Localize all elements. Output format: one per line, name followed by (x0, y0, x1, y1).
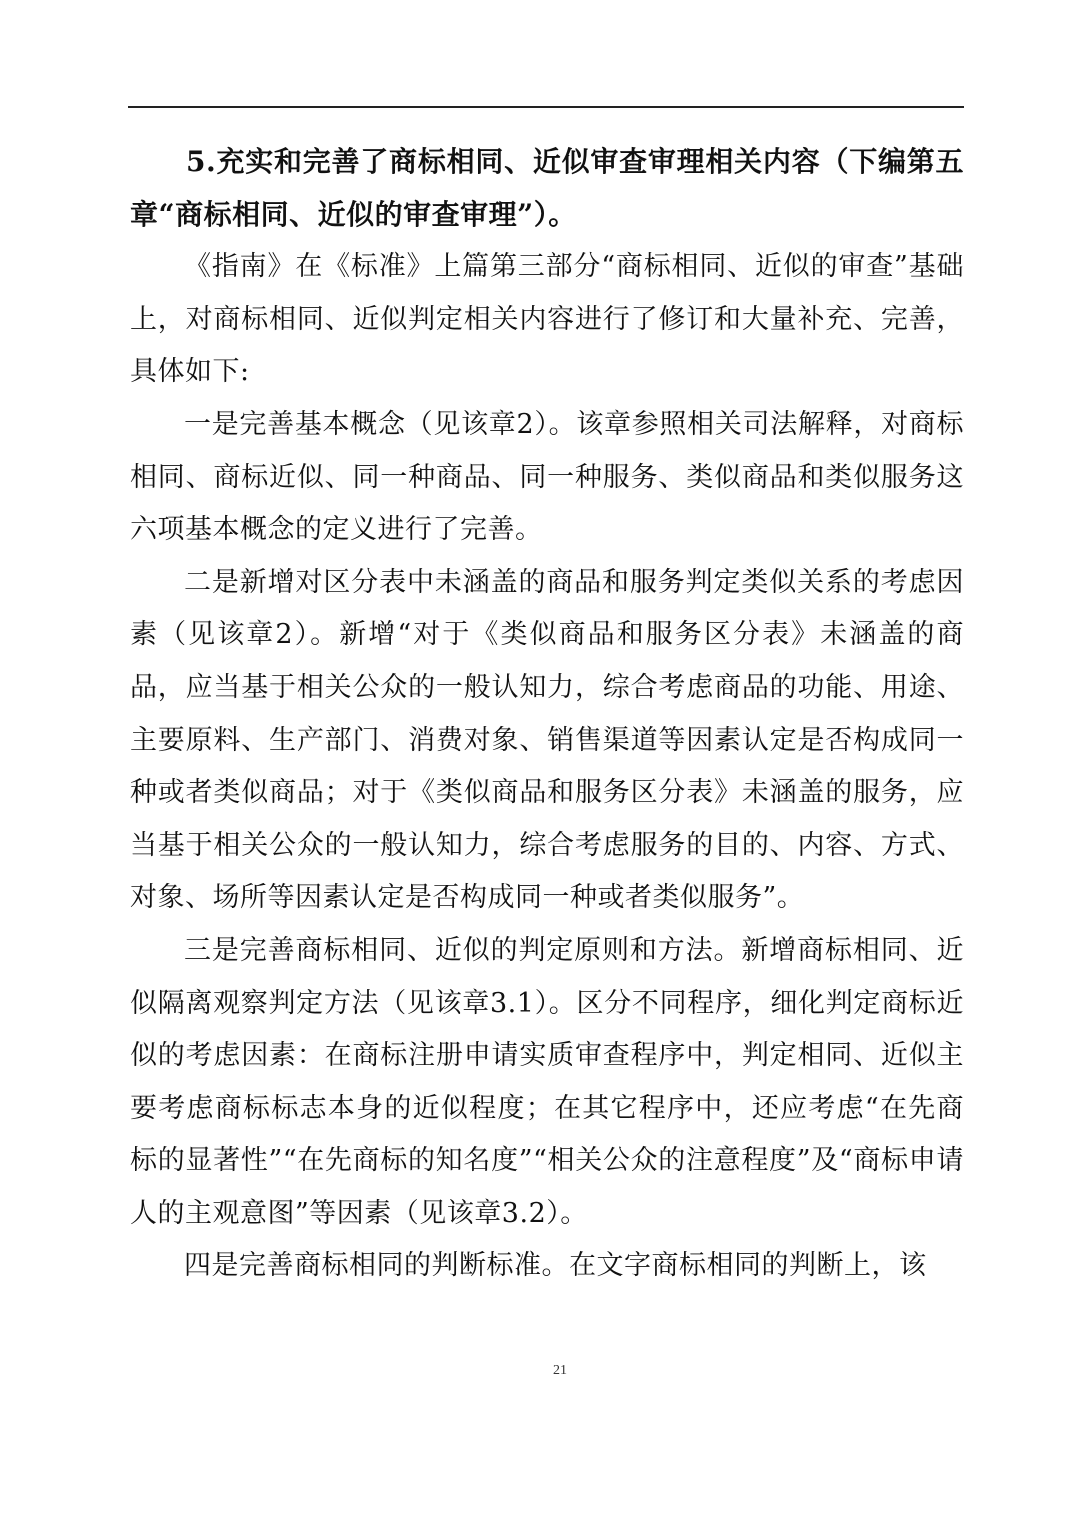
section-heading: 5.充实和完善了商标相同、近似审查审理相关内容（下编第五章“商标相同、近似的审查审理”）。 (130, 145, 964, 231)
paragraph-intro: 《指南》在《标准》上篇第三部分“商标相同、近似的审查”基础上，对商标相同、近似判定相关内容进行了修订和大量补充、完善，具体如下: (130, 251, 964, 388)
paragraph-point-four: 四是完善商标相同的判断标准。在文字商标相同的判断上，该 (184, 1250, 927, 1282)
page-number: 21 (553, 1363, 567, 1378)
paragraph-point-two: 二是新增对区分表中未涵盖的商品和服务判定类似关系的考虑因素（见该章2）。新增“对于《类似商品和服务区分表》未涵盖的商品，应当基于相关公众的一般认知力，综合考虑商品的功能、用途、主要原料、生产部门、消费对象、销售渠道等因素认定是否构成同一种或者类似商品；对于《类似商品和服务区分表》未涵盖的服务，应当基于相关公众的一般认知力，综合考虑服务的目的、内容、方式、对象、场所等因素认定是否构成同一种或者类似服务”。 (130, 566, 964, 914)
paragraph-point-three: 三是完善商标相同、近似的判定原则和方法。新增商标相同、近似隔离观察判定方法（见该章3.1）。区分不同程序，细化判定商标近似的考虑因素：在商标注册申请实质审查程序中，判定相同、近似主要考虑商标标志本身的近似程度；在其它程序中，还应考虑“在先商标的显著性”“在先商标的知名度”“相关公众的注意程度”及“商标申请人的主观意图”等因素（见该章3.2）。 (130, 934, 964, 1229)
header-rule (128, 106, 964, 108)
body-text (130, 136, 964, 1293)
paragraph-point-one: 一是完善基本概念（见该章2）。该章参照相关司法解释，对商标相同、商标近似、同一种商品、同一种服务、类似商品和类似服务这六项基本概念的定义进行了完善。 (130, 408, 964, 546)
